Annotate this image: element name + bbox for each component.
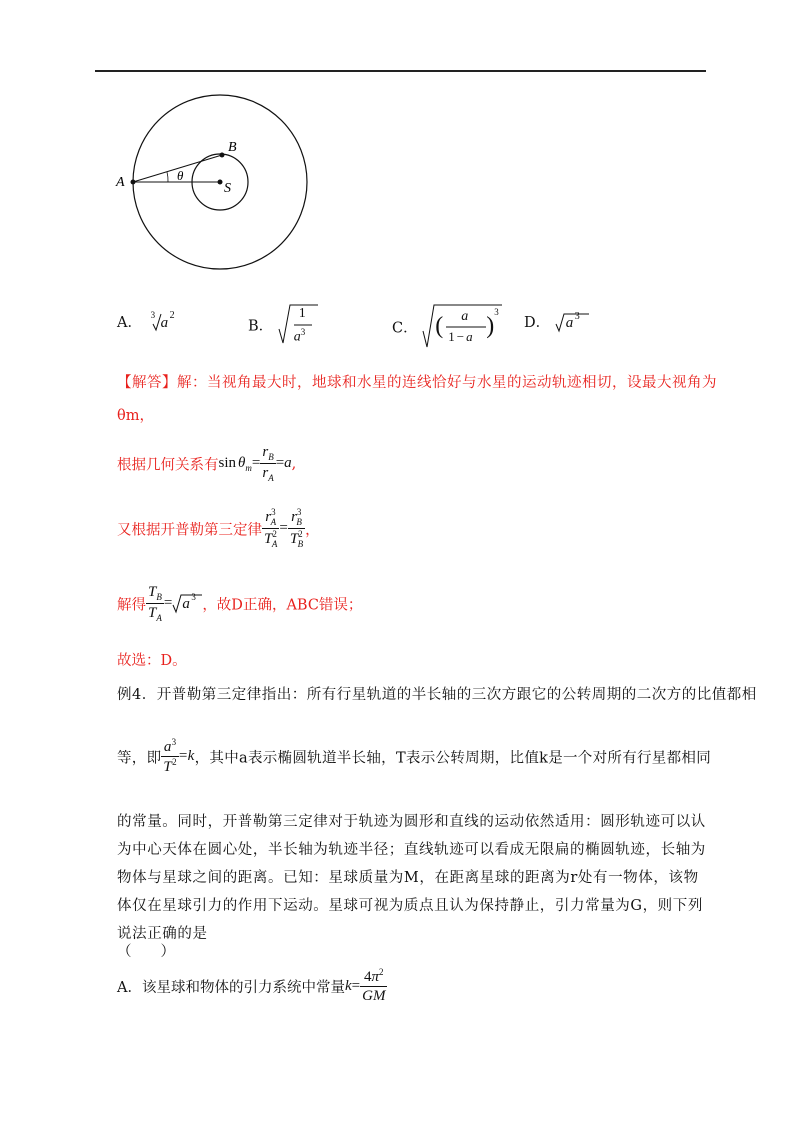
answer-line-1-text: 解：当视角最大时，地球和水星的连线恰好与水星的运动轨迹相切，设最大视角为 — [177, 375, 717, 391]
header-rule — [95, 70, 706, 72]
option-a — [117, 311, 183, 334]
answer-choice: 故选：D。 — [117, 653, 187, 669]
option-d — [524, 311, 589, 334]
point-a — [131, 180, 136, 185]
angle-arc — [167, 172, 168, 182]
example-line-1: 例4．开普勒第三定律指出：所有行星轨道的半长轴的三次方跟它的公转周期的二次方的比值都相 — [117, 687, 757, 703]
solve-prefix: 解得 — [117, 597, 146, 614]
answer-bracket: 【解答】 — [117, 375, 177, 391]
option-c — [392, 303, 502, 351]
option-c-formula: ( a 1 − a ) 3 — [422, 303, 502, 351]
example-option-a — [117, 968, 387, 1005]
orbit-diagram — [116, 95, 310, 285]
kepler-formula: $\frac{r^3_A}{T^2_A}$ = $\frac{r^3_B}{T^2_B}$ — [264, 507, 304, 549]
label-b: B — [228, 140, 237, 155]
option-c-label: C． — [392, 320, 418, 337]
kepler-k-formula: $\frac{a^3}{T^2}$ =k — [163, 737, 195, 775]
option-a-label: A． — [117, 315, 142, 331]
example-line-2-prefix: 等，即 — [117, 750, 162, 767]
option-b — [248, 303, 318, 347]
example-option-a-text: A．该星球和物体的引力系统中常量 — [117, 979, 345, 996]
solve-suffix: ，故D正确，ABC错误； — [202, 597, 363, 614]
label-s: S — [224, 181, 231, 196]
kepler-relation: 又根据开普勒第三定律 $\frac{r^3_A}{T^2_A}$ = $\frac{r^3_B}{T^2_B}$ ， — [117, 507, 320, 549]
point-b — [220, 153, 225, 158]
geometry-formula: $\sin \theta_m=$ $\frac{r_B}{r_A}$ =a — [218, 444, 292, 483]
option-d-formula: a 3 — [555, 312, 589, 334]
point-s — [218, 180, 223, 185]
example-option-a-formula: k= $\frac{4\pi^2}{GM}$ — [344, 967, 386, 1004]
example-line-2-suffix: ，其中a表示椭圆轨道半长轴，T表示公转周期，比值k是一个对所有行星都相同 — [194, 750, 712, 767]
option-b-label: B． — [248, 318, 274, 335]
answer-blank: （ ） — [117, 944, 175, 960]
label-a: A — [116, 175, 125, 190]
geometry-relation: 根据几何关系有$\sin \theta_m=$ $\frac{r_B}{r_A}$ =a, — [117, 444, 297, 483]
example-paragraph: 的常量。同时，开普勒第三定律对于轨迹为圆形和直线的运动依然适用：圆形轨迹可以认为中心天体在圆心处，半长轴为轨迹半径；直线轨迹可以看成无限扁的椭圆轨迹，长轴为物体与星球之间的距离。已知：星球质量为M，在距离星球的距离为r处有一物体，该物体仅在星球引力的作用下运动。星球可视为质点且认为保持静止，引力常量为G，则下列说法正确的是 — [117, 814, 706, 942]
geometry-prefix: 根据几何关系有 — [117, 457, 219, 474]
answer-line-1 — [117, 371, 717, 392]
solve-formula: $\frac{T_B}{T_A}$ = a 3 — [146, 595, 202, 611]
solve-relation — [117, 584, 362, 624]
label-theta: θ — [177, 168, 184, 183]
kepler-prefix: 又根据开普勒第三定律 — [117, 522, 262, 539]
option-d-label: D． — [524, 315, 551, 331]
answer-line-2: θm， — [117, 408, 154, 424]
option-b-formula: 1 $a^3$ — [278, 303, 318, 347]
example-line-2 — [117, 738, 711, 776]
option-a-formula: 3 a 2 — [150, 310, 175, 331]
